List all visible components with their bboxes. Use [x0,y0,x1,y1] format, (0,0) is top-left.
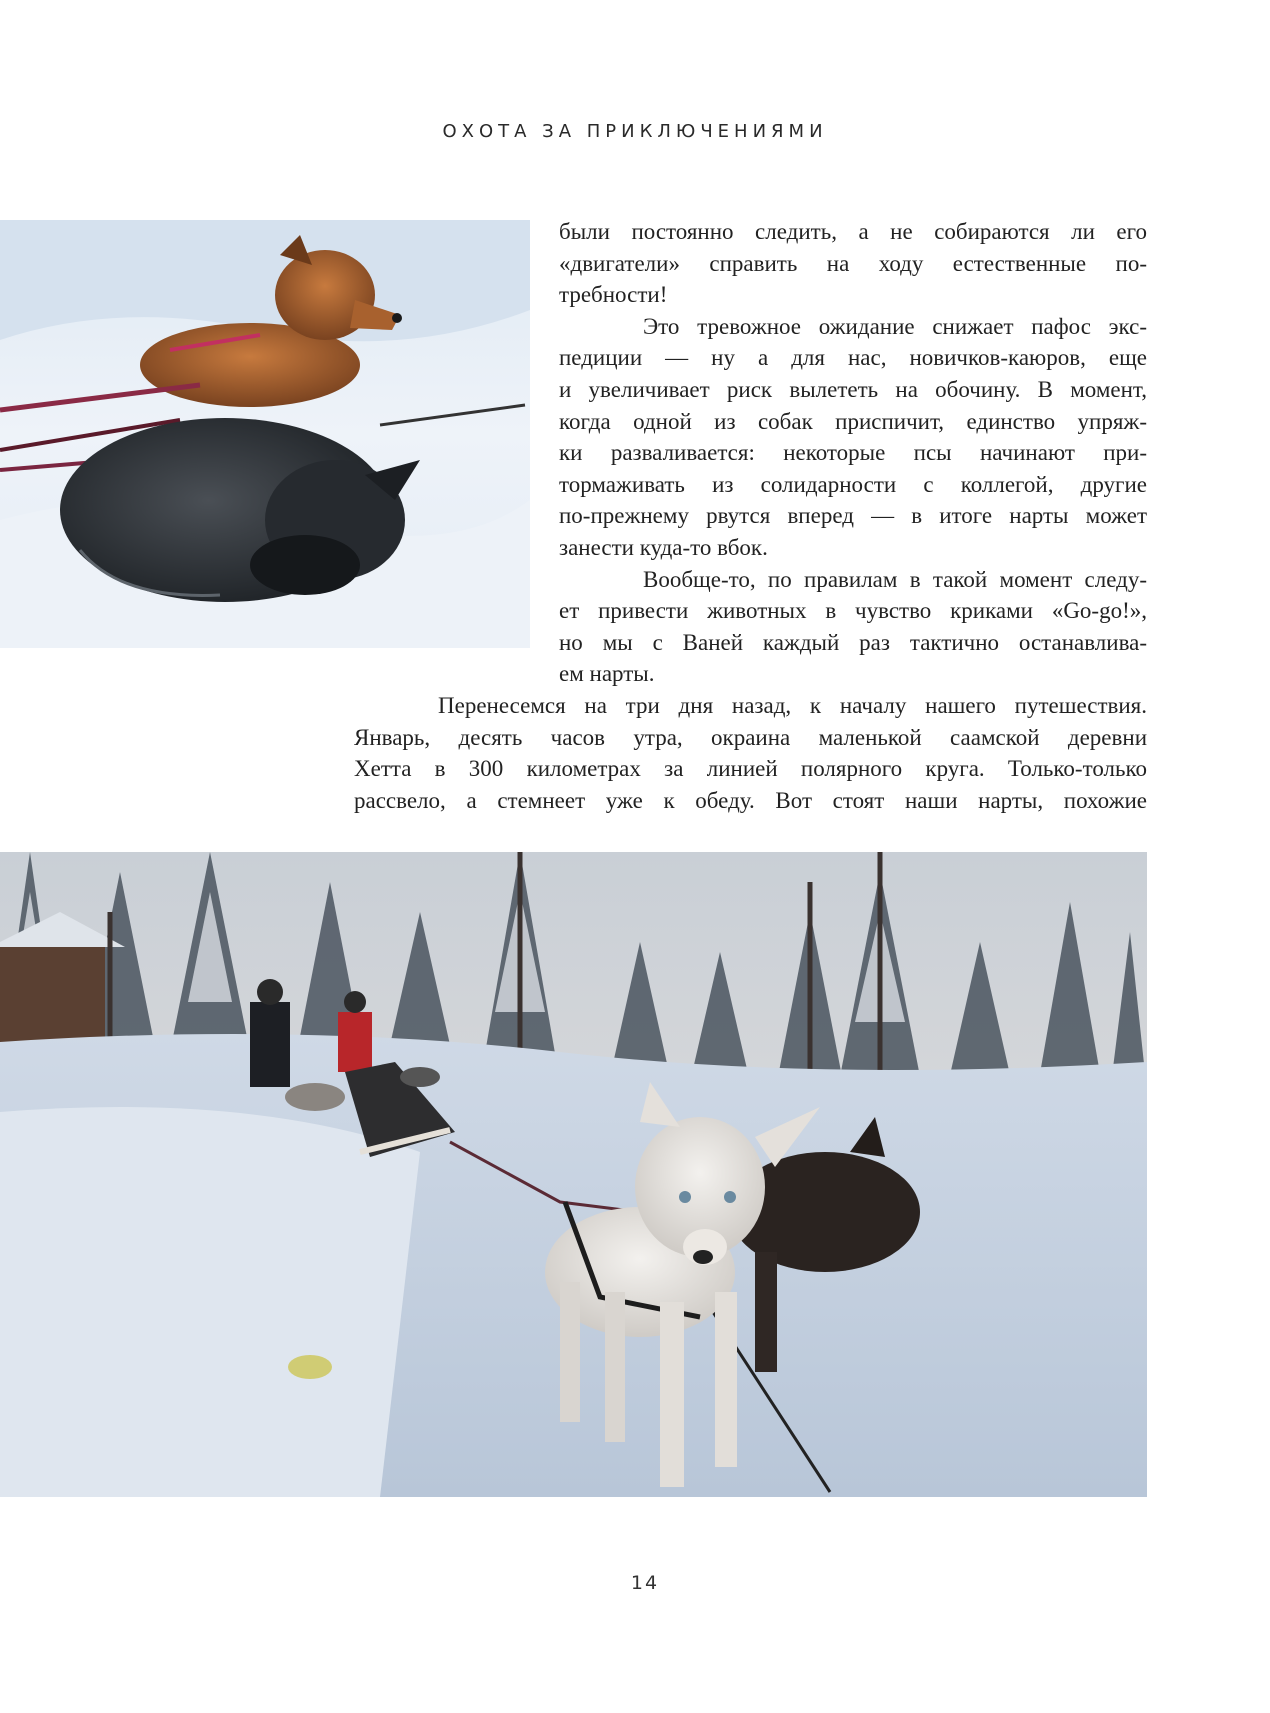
photo-resting-sled-dogs [0,220,530,648]
text-line: ет привести животных в чувство криками «Go-go!», [559,598,1147,624]
text-line: но мы с Ваней каждый раз тактично останавлива- [559,629,1147,655]
text-line: требности! [559,282,668,308]
text-line: и увеличивает риск вылететь на обочину. В момент, [559,376,1147,402]
text-line: Хетта в 300 километрах за линией полярного круга. Только-только [354,756,1147,782]
photo-dog-sled-trail-illustration [0,852,1147,1497]
text-line: ки разваливается: некоторые псы начинают при- [559,440,1147,466]
text-line: Январь, десять часов утра, окраина маленькой саамской деревни [354,724,1147,750]
page-number: 14 [630,1572,660,1594]
text-line: ем нарты. [559,661,655,687]
text-column-wide [354,690,1147,816]
text-line: занести куда-то вбок. [559,534,768,560]
text-line: тормаживать из солидарности с коллегой, другие [559,471,1147,497]
text-line: педиции — ну а для нас, новичков-каюров, еще [559,345,1147,371]
text-column-narrow [559,216,1147,690]
text-line: когда одной из собак приспичит, единство упряж- [559,408,1147,434]
text-line: по-прежнему рвутся вперед — в итоге нарты может [559,503,1147,529]
running-head: ОХОТА ЗА ПРИКЛЮЧЕНИЯМИ [442,121,828,142]
text-line: Вообще-то, по правилам в такой момент следу- [643,566,1147,592]
photo-resting-sled-dogs-illustration [0,220,530,648]
text-line: «двигатели» справить на ходу естественные по- [559,250,1147,276]
text-line: Это тревожное ожидание снижает пафос экс- [643,313,1147,339]
text-line: Перенесемся на три дня назад, к началу нашего путешествия. [438,693,1147,718]
text-line: были постоянно следить, а не собираются ли его [559,219,1147,244]
text-line: рассвело, а стемнеет уже к обеду. Вот стоят наши нарты, похожие [354,787,1147,813]
photo-dog-sled-trail [0,852,1147,1497]
